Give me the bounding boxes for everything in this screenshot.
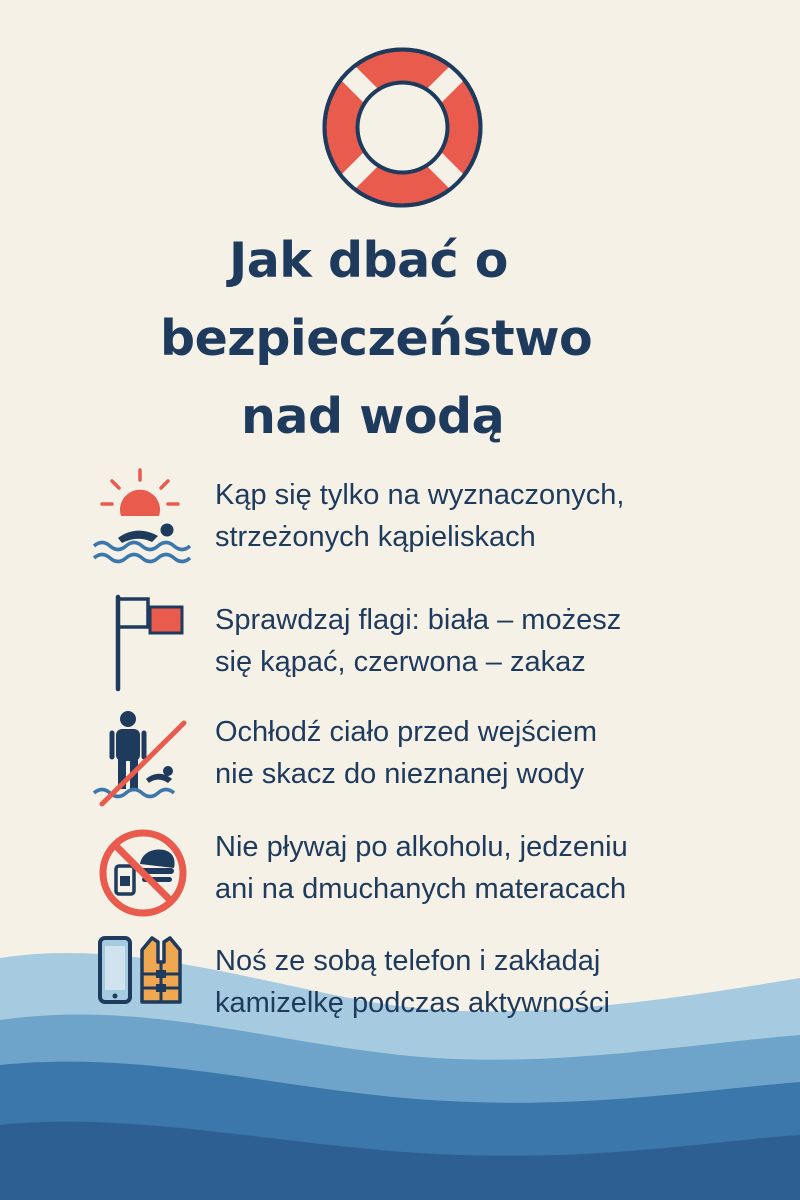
rule-text xyxy=(215,940,795,1024)
page-title xyxy=(0,222,800,456)
phone-life-vest-icon xyxy=(88,932,198,1042)
title-line-3: nad wodą xyxy=(241,388,505,445)
rule-cool-down xyxy=(0,711,800,821)
sun-swimmer-icon xyxy=(88,466,198,576)
rule-text xyxy=(215,474,795,558)
rule-text xyxy=(215,826,795,910)
no-alcohol-food-icon xyxy=(88,818,198,928)
rule-line: Ochłodź ciało przed wejściem xyxy=(215,716,597,748)
rule-line: Kąp się tylko na wyznaczonych, xyxy=(215,479,625,511)
rule-line: Nie pływaj po alkoholu, jedzeniu xyxy=(215,831,628,863)
rule-line: strzeżonych kąpieliskach xyxy=(215,521,536,553)
title-line-1: Jak dbać o xyxy=(229,232,508,289)
no-diving-icon xyxy=(88,709,198,819)
rule-line: ani na dmuchanych materacach xyxy=(215,873,627,905)
rule-line: się kąpać, czerwona – zakaz xyxy=(215,646,586,678)
rule-line: Sprawdzaj flagi: biała – możesz xyxy=(215,604,622,636)
rule-phone-vest xyxy=(0,940,800,1050)
rule-line: nie skacz do nieznanej wody xyxy=(215,758,585,790)
title-line-2: bezpieczeństwo xyxy=(160,310,593,367)
rule-check-flags xyxy=(0,599,800,709)
rule-text xyxy=(215,599,795,683)
rule-guarded-beach xyxy=(0,474,800,584)
rule-text xyxy=(215,711,795,795)
rule-line: kamizelkę podczas aktywności xyxy=(215,987,610,1019)
rule-no-alcohol xyxy=(0,826,800,936)
flag-icon xyxy=(88,591,198,701)
rule-line: Noś ze sobą telefon i zakładaj xyxy=(215,945,601,977)
lifebuoy-icon xyxy=(320,45,485,210)
